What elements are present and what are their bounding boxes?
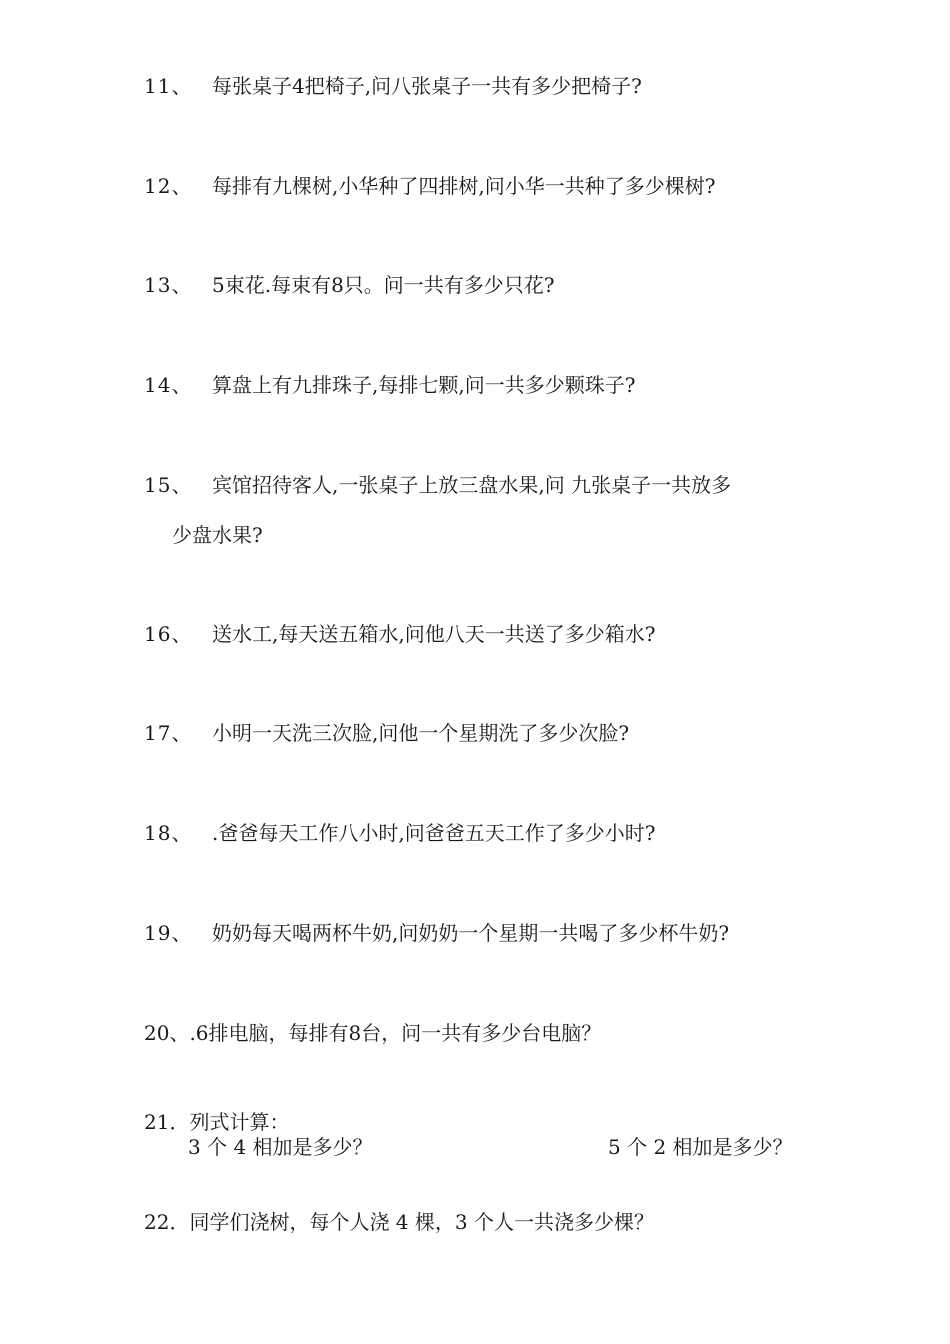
question-text: .爸爸每天工作八小时,问爸爸五天工作了多少小时? xyxy=(212,821,656,845)
question-text: 奶奶每天喝两杯牛奶,问奶奶一个星期一共喝了多少杯牛奶? xyxy=(212,921,730,945)
question-number: 13、 xyxy=(144,273,193,297)
question-text: 20、.6排电脑，每排有8台，问一共有多少台电脑？ xyxy=(144,1021,602,1045)
question-text: 每排有九棵树,小华种了四排树,问小华一共种了多少棵树? xyxy=(212,174,716,198)
sub-question-left: 3 个 4 相加是多少？ xyxy=(188,1135,373,1159)
question-number: 19、 xyxy=(144,921,193,945)
question-number: 14、 xyxy=(144,373,193,397)
sub-question-right: 5 个 2 相加是多少？ xyxy=(608,1135,793,1159)
question-text: 小明一天洗三次脸,问他一个星期洗了多少次脸? xyxy=(212,721,630,745)
question-text: 宾馆招待客人,一张桌子上放三盘水果,问 九张桌子一共放多 xyxy=(212,473,732,497)
question-number: 12、 xyxy=(144,174,193,198)
question-text: 22．同学们浇树，每个人浇 4 棵，3 个人一共浇多少棵？ xyxy=(144,1210,654,1234)
question-number: 11、 xyxy=(144,74,193,98)
question-number: 16、 xyxy=(144,622,193,646)
question-text: 每张桌子4把椅子,问八张桌子一共有多少把椅子? xyxy=(212,74,642,98)
question-number: 17、 xyxy=(144,721,193,745)
question-text: 5束花.每束有8只。问一共有多少只花? xyxy=(212,273,555,297)
question-number: 15、 xyxy=(144,473,193,497)
question-text: 算盘上有九排珠子,每排七颗,问一共多少颗珠子? xyxy=(212,373,636,397)
question-text-continuation: 少盘水果? xyxy=(172,523,263,547)
question-number: 18、 xyxy=(144,821,193,845)
question-text: 21．列式计算： xyxy=(144,1110,290,1134)
question-text: 送水工,每天送五箱水,问他八天一共送了多少箱水? xyxy=(212,622,656,646)
